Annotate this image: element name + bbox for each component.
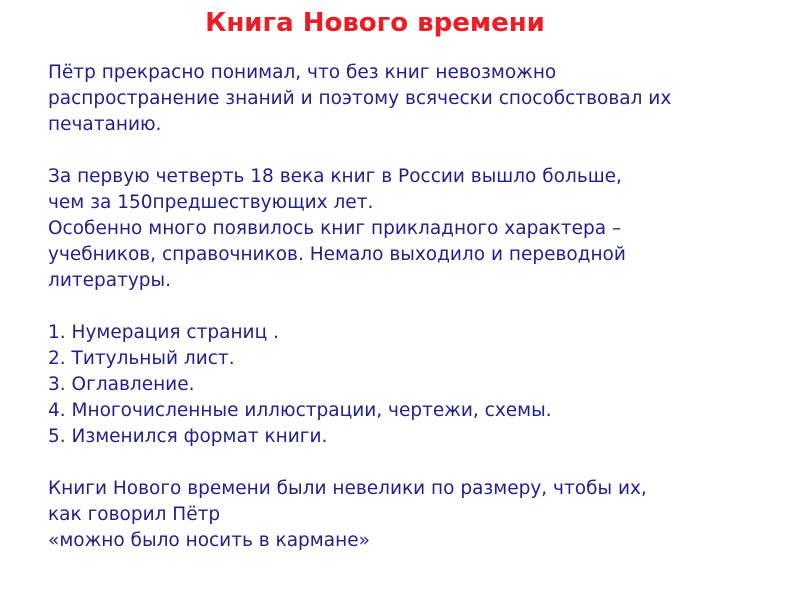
text-line: Книги Нового времени были невелики по размеру, чтобы их, (48, 478, 647, 499)
list-item: 4. Многочисленные иллюстрации, чертежи, схемы. (48, 400, 552, 421)
paragraph-applied-books (48, 216, 768, 294)
list-item: 1. Нумерация страниц . (48, 322, 279, 343)
features-list (48, 320, 768, 450)
paragraph-peter-books (48, 60, 768, 138)
list-item: 3. Оглавление. (48, 374, 195, 395)
paragraph-book-count (48, 164, 768, 216)
list-item: 2. Титульный лист. (48, 348, 235, 369)
text-line: «можно было носить в кармане» (48, 530, 370, 551)
text-line: Пётр прекрасно понимал, что без книг невозможно (48, 62, 557, 83)
text-line: Особенно много появилось книг прикладного характера – (48, 218, 622, 239)
list-item: 5. Изменился формат книги. (48, 426, 328, 447)
text-line: чем за 150предшествующих лет. (48, 192, 374, 213)
text-line: распространение знаний и поэтому всячески способствовал их (48, 88, 672, 109)
text-line: литературы. (48, 270, 172, 291)
slide-body (48, 60, 768, 554)
text-line: как говорил Пётр (48, 504, 221, 525)
paragraph-pocket-books (48, 476, 768, 554)
text-line: печатанию. (48, 114, 162, 135)
slide-title: Книга Нового времени (205, 8, 545, 38)
text-line: За первую четверть 18 века книг в России вышло больше, (48, 166, 622, 187)
text-line: учебников, справочников. Немало выходило и переводной (48, 244, 626, 265)
